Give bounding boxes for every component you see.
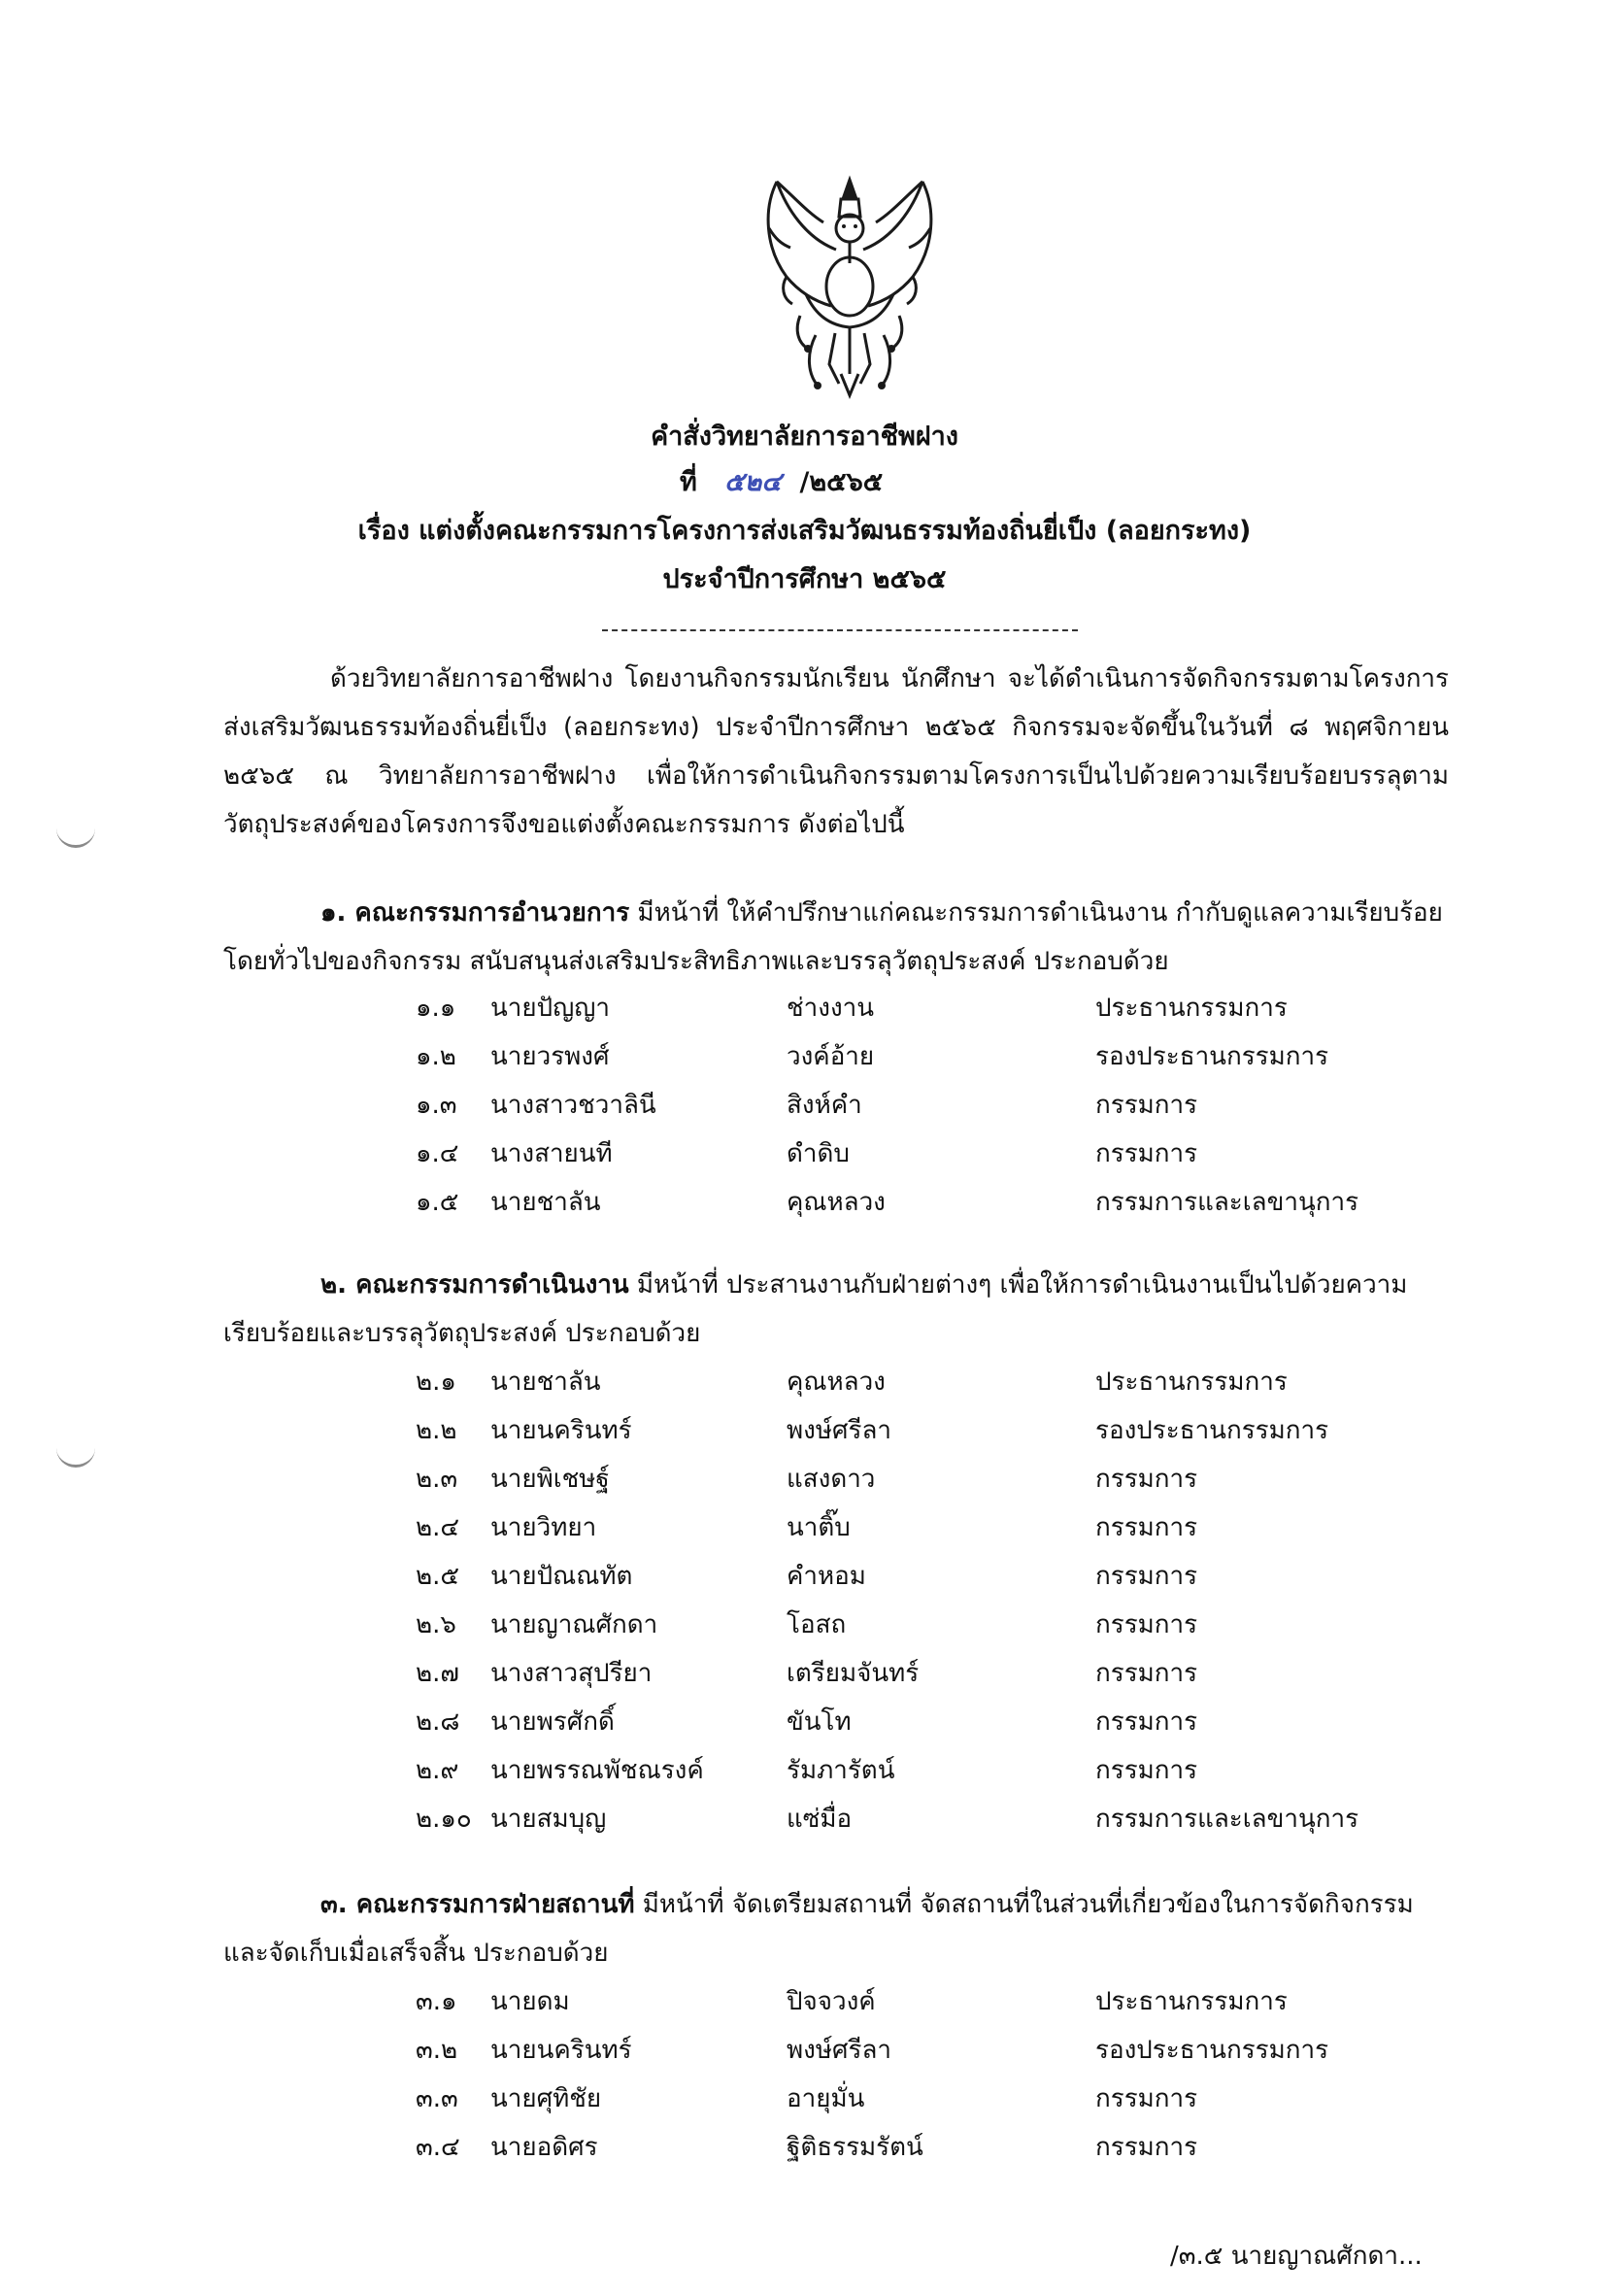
section-1-duty: มีหน้าที่ ให้คำปรึกษาแก่คณะกรรมการดำเนินงาน กำกับดูแลความเรียบร้อยโดยทั่วไปของกิจกรรม สนับสนุนส่งเสริมประสิทธิภาพและบรรลุวัตถุประสงค์ ประกอบด้วย	[223, 898, 1443, 976]
member-role: รองประธานกรรมการ	[1095, 2036, 1329, 2065]
section-2-title: ๒. คณะกรรมการดำเนินงาน	[320, 1270, 629, 1300]
member-number: ๓.๒	[416, 2036, 458, 2065]
table-row	[0, 1406, 1609, 1455]
table-row	[0, 1358, 1609, 1406]
member-role: กรรมการและเลขานุการ	[1095, 1805, 1359, 1834]
member-role: กรรมการ	[1095, 2133, 1198, 2162]
member-role: กรรมการ	[1095, 1091, 1198, 1120]
member-number: ๒.๖	[416, 1610, 456, 1639]
member-name: นายญาณศักดา	[490, 1610, 658, 1639]
member-name: นางสายนที	[490, 1139, 613, 1168]
table-row	[0, 1649, 1609, 1698]
table-row	[0, 1795, 1609, 1843]
member-surname: คำหอม	[787, 1562, 866, 1591]
member-role: กรรมการ	[1095, 1707, 1198, 1737]
member-role: กรรมการ	[1095, 1465, 1198, 1494]
member-name: นายศุทิชัย	[490, 2084, 602, 2113]
table-row	[0, 2123, 1609, 2172]
member-name: นายวิทยา	[490, 1513, 597, 1542]
member-role: กรรมการและเลขานุการ	[1095, 1188, 1359, 1217]
member-surname: สิงห์คำ	[787, 1091, 862, 1120]
section-3-duty: มีหน้าที่ จัดเตรียมสถานที่ จัดสถานที่ในส่วนที่เกี่ยวข้องในการจัดกิจกรรมและจัดเก็บเมื่อเสร็จสิ้น ประกอบด้วย	[223, 1890, 1414, 1968]
member-name: นายวรพงศ์	[490, 1042, 610, 1071]
table-row	[0, 2026, 1609, 2075]
member-surname: ดำดิบ	[787, 1139, 850, 1168]
table-row	[0, 1081, 1609, 1130]
member-surname: ช่างงาน	[787, 994, 875, 1023]
divider	[602, 629, 1078, 631]
member-surname: รัมภารัตน์	[787, 1756, 895, 1785]
member-number: ๒.๕	[416, 1562, 460, 1591]
member-number: ๒.๔	[416, 1513, 460, 1542]
member-role: กรรมการ	[1095, 1139, 1198, 1168]
member-surname: วงค์อ้าย	[787, 1042, 875, 1071]
member-role: ประธานกรรมการ	[1095, 994, 1288, 1023]
table-row	[0, 1178, 1609, 1227]
table-row	[0, 1601, 1609, 1649]
member-number: ๑.๑	[416, 994, 456, 1023]
member-surname: พงษ์ศรีลา	[787, 1416, 891, 1445]
member-number: ๑.๕	[416, 1188, 459, 1217]
table-row	[0, 1552, 1609, 1601]
table-row	[0, 1977, 1609, 2026]
member-name: นางสาวสุปรียา	[490, 1659, 653, 1688]
member-role: กรรมการ	[1095, 1562, 1198, 1591]
order-number-suffix: /๒๕๖๕	[799, 467, 884, 497]
member-role: กรรมการ	[1095, 1756, 1198, 1785]
member-role: รองประธานกรรมการ	[1095, 1416, 1329, 1445]
member-role: กรรมการ	[1095, 1513, 1198, 1542]
member-name: นายนครินทร์	[490, 2036, 632, 2065]
order-subject: เรื่อง แต่งตั้งคณะกรรมการโครงการส่งเสริมวัฒนธรรมท้องถิ่นยี่เป็ง (ลอยกระทง)	[357, 516, 1252, 546]
member-surname: นาติ๊บ	[787, 1513, 851, 1542]
member-surname: พงษ์ศรีลา	[787, 2036, 891, 2065]
member-name: นางสาวชวาลินี	[490, 1091, 656, 1120]
order-number-handwritten: ๕๒๔	[724, 467, 782, 497]
section-1-heading	[223, 889, 1449, 986]
order-number-prefix: ที่	[680, 467, 697, 497]
member-number: ๒.๘	[416, 1707, 460, 1737]
member-name: นายปัณณทัต	[490, 1562, 633, 1591]
table-row	[0, 1130, 1609, 1178]
member-name: นายนครินทร์	[490, 1416, 632, 1445]
member-number: ๓.๓	[416, 2084, 458, 2113]
table-row	[0, 984, 1609, 1032]
table-row	[0, 1698, 1609, 1746]
section-3-title: ๓. คณะกรรมการฝ่ายสถานที่	[320, 1890, 635, 1919]
member-number: ๑.๒	[416, 1042, 456, 1071]
section-1-title: ๑. คณะกรรมการอำนวยการ	[320, 898, 630, 928]
intro-text: ด้วยวิทยาลัยการอาชีพฝาง โดยงานกิจกรรมนักเรียน นักศึกษา จะได้ดำเนินการจัดกิจกรรมตามโครงการส่งเสริมวัฒนธรรมท้องถิ่นยี่เป็ง (ลอยกระทง) ประจำปีการศึกษา ๒๕๖๕ กิจกรรมจะจัดขึ้นในวันที่ ๘ พฤศจิกายน ๒๕๖๕ ณ วิทยาลัยการอาชีพฝาง เพื่อให้การดำเนินกิจกรรมตามโครงการเป็นไปด้วยความเรียบร้อยบรรลุตามวัตถุประสงค์ของโครงการจึงขอแต่งตั้งคณะกรรมการ ดังต่อไปนี้	[223, 664, 1449, 839]
member-surname: คุณหลวง	[787, 1367, 886, 1397]
member-role: ประธานกรรมการ	[1095, 1987, 1288, 2016]
member-number: ๒.๗	[416, 1659, 459, 1688]
section-3-heading	[223, 1880, 1449, 1977]
member-surname: แสงดาว	[787, 1465, 876, 1494]
member-surname: เตรียมจันทร์	[787, 1659, 920, 1688]
member-role: ประธานกรรมการ	[1095, 1367, 1288, 1397]
member-role: รองประธานกรรมการ	[1095, 1042, 1329, 1071]
member-number: ๒.๓	[416, 1465, 458, 1494]
member-number: ๓.๔	[416, 2133, 460, 2162]
intro-paragraph	[223, 655, 1449, 849]
table-row	[0, 1455, 1609, 1503]
member-name: นายพรรณพัชณรงค์	[490, 1756, 704, 1785]
member-surname: โอสถ	[787, 1610, 847, 1639]
member-name: นายปัญญา	[490, 994, 611, 1023]
member-number: ๑.๓	[416, 1091, 457, 1120]
member-name: นายชาลัน	[490, 1188, 601, 1217]
member-name: นายสมบุญ	[490, 1805, 607, 1834]
punch-hole-top	[56, 816, 95, 848]
order-title: คำสั่งวิทยาลัยการอาชีพฝาง	[651, 422, 958, 452]
member-name: นายชาลัน	[490, 1367, 601, 1397]
table-row	[0, 1503, 1609, 1552]
member-name: นายพรศักดิ์	[490, 1707, 615, 1737]
member-role: กรรมการ	[1095, 2084, 1198, 2113]
member-number: ๒.๒	[416, 1416, 457, 1445]
member-surname: ขันโท	[787, 1707, 852, 1737]
continuation-note: /๓.๕ นายญาณศักดา...	[1170, 2242, 1423, 2271]
member-surname: แซ่มื่อ	[787, 1805, 853, 1834]
section-2-heading	[223, 1261, 1449, 1358]
member-number: ๒.๑๐	[416, 1805, 472, 1834]
member-surname: อายุมั่น	[787, 2084, 865, 2113]
member-surname: ฐิติธรรมรัตน์	[787, 2133, 923, 2162]
member-surname: ปิจจวงค์	[787, 1987, 876, 2016]
order-subject-year: ประจำปีการศึกษา ๒๕๖๕	[662, 564, 947, 594]
member-name: นายดม	[490, 1987, 570, 2016]
garuda-emblem-icon	[748, 170, 952, 403]
member-number: ๓.๑	[416, 1987, 457, 2016]
member-number: ๑.๔	[416, 1139, 459, 1168]
member-name: นายพิเชษฐ์	[490, 1465, 610, 1494]
order-number	[680, 461, 883, 504]
member-role: กรรมการ	[1095, 1659, 1198, 1688]
table-row	[0, 1746, 1609, 1795]
table-row	[0, 1032, 1609, 1081]
member-surname: คุณหลวง	[787, 1188, 886, 1217]
member-number: ๒.๙	[416, 1756, 459, 1785]
member-number: ๒.๑	[416, 1367, 456, 1397]
table-row	[0, 2075, 1609, 2123]
section-2-duty: มีหน้าที่ ประสานงานกับฝ่ายต่างๆ เพื่อให้การดำเนินงานเป็นไปด้วยความเรียบร้อยและบรรลุวัตถุประสงค์ ประกอบด้วย	[223, 1270, 1408, 1348]
member-role: กรรมการ	[1095, 1610, 1198, 1639]
member-name: นายอดิศร	[490, 2133, 598, 2162]
